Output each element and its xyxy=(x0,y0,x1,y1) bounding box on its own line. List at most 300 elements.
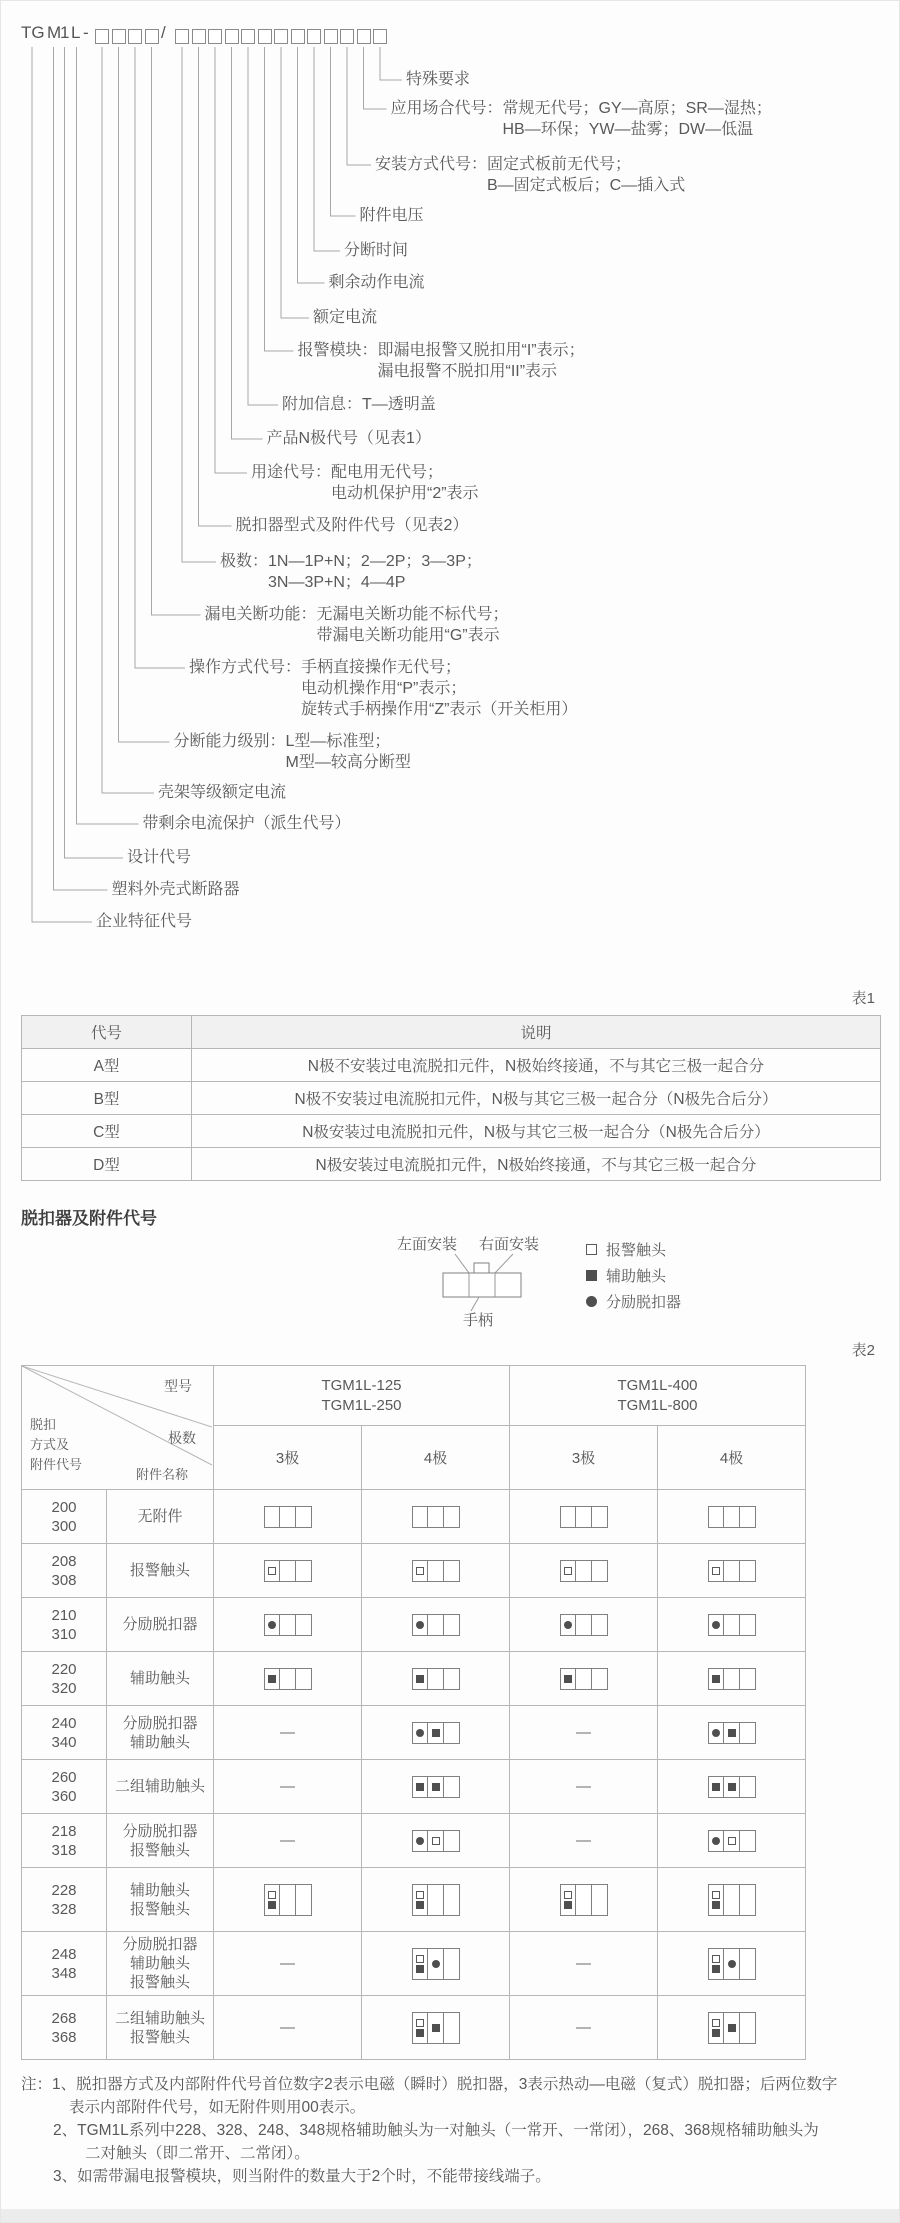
table2-row xyxy=(22,1490,806,1544)
shunt-glyph xyxy=(268,1621,276,1629)
accessory-name-cell xyxy=(107,1996,214,2060)
accessory-symbol xyxy=(412,1614,460,1636)
alarm-glyph xyxy=(416,1567,424,1575)
symbol-compartment xyxy=(709,1669,725,1689)
accessory-symbol xyxy=(412,1506,460,1528)
code-box xyxy=(291,29,305,44)
code-box xyxy=(373,29,387,44)
code-label-line: 漏电报警不脱扣用“II”表示 xyxy=(377,363,558,380)
accessory-name: 分励脱扣器 xyxy=(122,1616,198,1633)
shunt-glyph xyxy=(416,1621,424,1629)
accessory-cell xyxy=(214,1932,362,1996)
code-box xyxy=(225,29,239,44)
accessory-cell xyxy=(362,1544,510,1598)
symbol-compartment xyxy=(428,1777,444,1797)
accessory-cell xyxy=(362,1706,510,1760)
symbol-compartment xyxy=(724,1723,740,1743)
no-accessory-dash: — xyxy=(576,1955,591,1972)
aux-glyph xyxy=(416,2029,424,2037)
aux-glyph xyxy=(712,1783,720,1791)
handle-label: 手柄 xyxy=(463,1312,494,1329)
model-name: TGM1L-400 xyxy=(617,1376,698,1394)
shunt-glyph xyxy=(728,1960,736,1968)
accessory-name-cell xyxy=(107,1868,214,1932)
no-accessory-dash: — xyxy=(280,2019,295,2036)
symbol-compartment xyxy=(709,1561,725,1581)
code-label-line: 带漏电关断功能用“G”表示 xyxy=(316,627,500,644)
code-label-line: 安装方式代号：固定式板前无代号； xyxy=(375,156,632,173)
alarm-glyph xyxy=(432,1837,440,1845)
symbol-compartment xyxy=(413,1561,429,1581)
symbol-compartment xyxy=(740,1615,755,1635)
no-accessory-dash: — xyxy=(576,1724,591,1741)
accessory-symbol xyxy=(708,1884,756,1916)
accessory-name: 辅助触头 xyxy=(129,1670,190,1687)
accessory-symbol xyxy=(412,2012,460,2044)
code-label-6 xyxy=(313,307,377,328)
leader-line xyxy=(54,47,108,890)
leader-line xyxy=(380,47,402,80)
symbol-compartment xyxy=(740,1723,755,1743)
accessory-name: 二组辅助触头 xyxy=(114,2009,205,2027)
accessory-cell xyxy=(362,1868,510,1932)
accessory-cell xyxy=(362,1932,510,1996)
accessory-code: 218 xyxy=(51,1822,77,1840)
symbol-compartment xyxy=(413,2013,429,2043)
alarm-glyph xyxy=(586,1244,597,1255)
leader-line xyxy=(135,47,185,668)
code-label-line: 塑料外壳式断路器 xyxy=(111,881,240,898)
code-box xyxy=(324,29,338,44)
alarm-glyph xyxy=(564,1567,572,1575)
code-label-14 xyxy=(189,657,577,720)
alarm-glyph xyxy=(416,2019,424,2027)
pole-description: N极不安装过电流脱扣元件，N极与其它三极一起合分（N极先合后分） xyxy=(192,1082,881,1115)
accessory-code: 310 xyxy=(51,1625,77,1643)
n-pole-code-table xyxy=(21,1015,881,1181)
accessory-name: 辅助触头 xyxy=(129,1881,190,1899)
accessory-cell xyxy=(214,1760,362,1814)
aux-glyph xyxy=(432,1729,440,1737)
leader-line xyxy=(347,47,371,165)
aux-glyph xyxy=(432,1783,440,1791)
symbol-compartment xyxy=(428,1615,444,1635)
table1-header: 代号 xyxy=(22,1016,192,1049)
code-char: M xyxy=(47,23,62,42)
symbol-compartment xyxy=(592,1561,607,1581)
code-box xyxy=(258,29,272,44)
accessory-name-cell xyxy=(107,1490,214,1544)
symbol-compartment xyxy=(592,1615,607,1635)
accessory-name: 报警触头 xyxy=(129,1974,190,1991)
symbol-compartment xyxy=(280,1885,296,1915)
symbol-compartment xyxy=(444,1885,459,1915)
aux-glyph xyxy=(416,1901,424,1909)
symbol-compartment xyxy=(561,1507,577,1527)
table2-model-row xyxy=(22,1366,806,1426)
code-label-line: 漏电关断功能：无漏电关断功能不标代号； xyxy=(204,606,509,623)
model-header xyxy=(510,1366,806,1426)
accessory-symbol xyxy=(560,1668,608,1690)
symbol-compartment xyxy=(709,1831,725,1851)
symbol-compartment xyxy=(740,2013,755,2043)
accessory-symbol xyxy=(264,1614,312,1636)
symbol-compartment xyxy=(576,1507,592,1527)
accessory-cell xyxy=(510,1544,658,1598)
code-label-2 xyxy=(375,154,685,196)
accessory-cell xyxy=(510,1932,658,1996)
accessory-cell xyxy=(214,1814,362,1868)
code-label-line: 分断时间 xyxy=(344,242,409,259)
model-name: TGM1L-800 xyxy=(617,1396,698,1414)
accessory-name-cell xyxy=(107,1814,214,1868)
accessory-code: 360 xyxy=(51,1787,77,1805)
accessory-code: 208 xyxy=(51,1552,77,1570)
accessory-code-cell xyxy=(22,1490,107,1544)
code-box xyxy=(128,29,142,44)
accessory-name-cell xyxy=(107,1706,214,1760)
accessory-cell xyxy=(658,1932,806,1996)
code-box xyxy=(208,29,222,44)
accessory-symbol xyxy=(412,1560,460,1582)
symbol-compartment xyxy=(296,1669,311,1689)
pole-count-header: 3极 xyxy=(510,1426,658,1490)
accessory-code-cell xyxy=(22,1814,107,1868)
table2-row xyxy=(22,1706,806,1760)
accessory-code: 248 xyxy=(51,1945,77,1963)
accessory-cell xyxy=(510,1814,658,1868)
leader-line xyxy=(77,47,139,824)
code-label-15 xyxy=(174,731,411,773)
code-label-line: 极数：1N—1P+N；2—2P；3—3P； xyxy=(220,553,482,570)
accessory-cell xyxy=(362,1652,510,1706)
legend-item-shunt xyxy=(586,1291,681,1312)
table1-caption: 表1 xyxy=(851,990,875,1007)
accessory-code: 368 xyxy=(51,2028,77,2046)
footnote-line: 注：1、脱扣器方式及内部附件代号首位数字2表示电磁（瞬时）脱扣器，3表示热动—电磁（复式）脱扣器；后两位数字 xyxy=(21,2076,838,2093)
symbol-compartment xyxy=(444,1615,459,1635)
corner-label-poles: 极数 xyxy=(168,1430,196,1446)
symbol-compartment xyxy=(724,1561,740,1581)
table2-row xyxy=(22,1814,806,1868)
footnote-line: 表示内部附件代号，如无附件则用00表示。 xyxy=(69,2099,366,2116)
code-label-16 xyxy=(158,782,286,803)
symbol-compartment xyxy=(561,1885,577,1915)
no-accessory-dash: — xyxy=(576,1778,591,1795)
symbol-compartment xyxy=(724,1777,740,1797)
leader-line xyxy=(119,47,170,742)
left-mount-label: 左面安装 xyxy=(397,1236,458,1253)
accessory-code: 328 xyxy=(51,1900,77,1918)
symbol-compartment xyxy=(444,1507,459,1527)
aux-glyph xyxy=(416,1675,424,1683)
code-label-line: 企业特征代号 xyxy=(96,913,193,930)
accessory-symbol xyxy=(708,1948,756,1980)
code-label-20 xyxy=(96,911,192,932)
symbol-compartment xyxy=(428,1831,444,1851)
accessory-code: 318 xyxy=(51,1841,77,1859)
shunt-glyph xyxy=(416,1729,424,1737)
accessory-code-cell xyxy=(22,1868,107,1932)
symbol-compartment xyxy=(724,1507,740,1527)
symbol-compartment xyxy=(413,1507,429,1527)
alarm-glyph xyxy=(712,1891,720,1899)
accessory-cell xyxy=(214,1706,362,1760)
code-box xyxy=(274,29,288,44)
table1-row xyxy=(22,1148,881,1181)
accessory-cell xyxy=(510,1652,658,1706)
no-accessory-dash: — xyxy=(280,1955,295,1972)
pole-code: A型 xyxy=(22,1049,192,1082)
code-label-line: 分断能力级别：L型—标准型； xyxy=(173,733,391,750)
accessory-code: 240 xyxy=(51,1714,77,1732)
symbol-compartment xyxy=(265,1669,281,1689)
code-label-12 xyxy=(220,551,482,593)
code-box xyxy=(95,29,109,44)
code-box xyxy=(112,29,126,44)
accessory-symbol xyxy=(560,1506,608,1528)
aux-glyph xyxy=(268,1901,276,1909)
accessory-cell xyxy=(214,1598,362,1652)
symbol-compartment xyxy=(280,1561,296,1581)
symbol-compartment xyxy=(740,1669,755,1689)
shunt-glyph xyxy=(564,1621,572,1629)
symbol-compartment xyxy=(428,1669,444,1689)
accessory-cell xyxy=(658,1760,806,1814)
aux-glyph xyxy=(586,1270,597,1281)
symbol-compartment xyxy=(265,1885,281,1915)
symbol-compartment xyxy=(561,1615,577,1635)
shunt-glyph xyxy=(712,1621,720,1629)
alarm-glyph xyxy=(728,1837,736,1845)
symbol-compartment xyxy=(413,1723,429,1743)
no-accessory-dash: — xyxy=(280,1724,295,1741)
accessory-code-cell xyxy=(22,1544,107,1598)
accessory-cell xyxy=(658,1868,806,1932)
accessory-name-cell xyxy=(107,1760,214,1814)
symbol-compartment xyxy=(444,2013,459,2043)
accessory-symbol xyxy=(560,1614,608,1636)
symbol-compartment xyxy=(724,1669,740,1689)
aux-glyph xyxy=(416,1783,424,1791)
accessory-cell xyxy=(510,1996,658,2060)
code-box xyxy=(241,29,255,44)
accessory-code: 260 xyxy=(51,1768,77,1786)
symbol-compartment xyxy=(280,1507,296,1527)
code-label-line: 电动机操作用“P”表示； xyxy=(301,680,467,697)
table2-caption: 表2 xyxy=(851,1342,875,1359)
accessory-symbol xyxy=(264,1560,312,1582)
symbol-compartment xyxy=(724,1949,740,1979)
accessory-code: 308 xyxy=(51,1571,77,1589)
code-label-line: 电动机保护用“2”表示 xyxy=(331,485,479,502)
accessory-cell xyxy=(510,1598,658,1652)
symbol-compartment xyxy=(740,1949,755,1979)
symbol-compartment xyxy=(413,1885,429,1915)
accessory-code: 320 xyxy=(51,1679,77,1697)
pole-count-header: 3极 xyxy=(214,1426,362,1490)
table1-header-row xyxy=(22,1016,881,1049)
leader-line xyxy=(102,47,154,793)
symbol-compartment xyxy=(428,1507,444,1527)
alarm-glyph xyxy=(564,1891,572,1899)
pole-code: D型 xyxy=(22,1148,192,1181)
symbol-compartment xyxy=(413,1777,429,1797)
accessory-symbol xyxy=(708,1722,756,1744)
leader-line xyxy=(364,47,387,109)
accessory-cell xyxy=(214,1490,362,1544)
code-label-line: 用途代号：配电用无代号； xyxy=(251,464,444,481)
symbol-compartment xyxy=(280,1669,296,1689)
accessory-cell xyxy=(658,1814,806,1868)
aux-glyph xyxy=(728,1729,736,1737)
accessory-name: 分励脱扣器 xyxy=(122,1936,198,1953)
alarm-glyph xyxy=(712,1955,720,1963)
code-label-line: 产品N极代号（见表1） xyxy=(266,430,431,447)
accessory-cell xyxy=(658,1996,806,2060)
accessory-name: 分励脱扣器 xyxy=(122,1822,198,1840)
symbol-compartment xyxy=(709,1723,725,1743)
symbol-compartment xyxy=(444,1723,459,1743)
symbol-compartment xyxy=(724,2013,740,2043)
code-label-9 xyxy=(267,428,431,449)
footnote-line: 二对触头（即二常开、二常闭）。 xyxy=(85,2145,310,2162)
code-label-line: 带剩余电流保护（派生代号） xyxy=(142,815,351,832)
code-label-line: 附件电压 xyxy=(359,207,424,224)
accessory-cell xyxy=(510,1706,658,1760)
code-label-line: M型—较高分断型 xyxy=(285,754,411,771)
leader-line xyxy=(331,47,356,216)
symbol-compartment xyxy=(576,1615,592,1635)
code-box xyxy=(307,29,321,44)
corner-label-model: 型号 xyxy=(164,1378,192,1394)
accessory-symbol xyxy=(708,1506,756,1528)
code-separator: / xyxy=(161,23,166,42)
symbol-compartment xyxy=(413,1669,429,1689)
corner-label-trip-code: 脱扣 xyxy=(30,1417,57,1432)
alarm-glyph xyxy=(268,1567,276,1575)
accessory-code-cell xyxy=(22,1598,107,1652)
symbol-compartment xyxy=(296,1885,311,1915)
accessory-symbol xyxy=(708,1776,756,1798)
table2-row xyxy=(22,1760,806,1814)
legend-item-alarm xyxy=(586,1239,666,1260)
accessory-code: 268 xyxy=(51,2009,77,2027)
symbol-compartment xyxy=(561,1561,577,1581)
accessory-cell xyxy=(658,1706,806,1760)
aux-glyph xyxy=(432,2024,440,2032)
trip-accessory-code-table xyxy=(21,1365,806,2060)
accessory-name: 分励脱扣器 xyxy=(122,1714,198,1732)
section-title-accessory-codes: 脱扣器及附件代号 xyxy=(21,1209,157,1228)
code-char: L xyxy=(71,23,81,42)
symbol-compartment xyxy=(428,1723,444,1743)
leader-line xyxy=(314,47,340,251)
code-label-8 xyxy=(282,394,436,415)
code-label-line: 脱扣器型式及附件代号（见表2） xyxy=(235,517,469,534)
symbol-compartment xyxy=(592,1507,607,1527)
corner-label-trip-code: 附件代号 xyxy=(30,1457,83,1472)
aux-glyph xyxy=(712,2029,720,2037)
code-label-5 xyxy=(329,272,425,293)
table2-row xyxy=(22,1932,806,1996)
accessory-code-cell xyxy=(22,1996,107,2060)
no-accessory-dash: — xyxy=(280,1778,295,1795)
code-label-0 xyxy=(406,69,470,90)
accessory-name: 二组辅助触头 xyxy=(114,1778,205,1795)
symbol-compartment xyxy=(428,1561,444,1581)
accessory-symbol xyxy=(264,1884,312,1916)
corner-label-trip-code: 方式及 xyxy=(30,1437,70,1452)
page-bottom-strip xyxy=(1,2209,899,2222)
right-mount-label: 右面安装 xyxy=(479,1236,540,1253)
model-header xyxy=(214,1366,510,1426)
shunt-glyph xyxy=(416,1837,424,1845)
legend-label: 分励脱扣器 xyxy=(606,1294,682,1311)
code-label-3 xyxy=(360,205,424,226)
accessory-name-cell xyxy=(107,1932,214,1996)
accessory-code-cell xyxy=(22,1932,107,1996)
code-label-1 xyxy=(391,98,772,140)
code-label-17 xyxy=(143,813,351,834)
accessory-name: 报警触头 xyxy=(129,1841,190,1859)
code-label-line: 报警模块：即漏电报警又脱扣用“I”表示； xyxy=(297,342,585,359)
accessory-cell xyxy=(362,1598,510,1652)
symbol-compartment xyxy=(740,1777,755,1797)
symbol-compartment xyxy=(428,1885,444,1915)
symbol-compartment xyxy=(444,1949,459,1979)
code-char: 1 xyxy=(60,23,70,42)
accessory-code: 348 xyxy=(51,1964,77,1982)
symbol-compartment xyxy=(724,1885,740,1915)
symbol-compartment xyxy=(709,1777,725,1797)
accessory-symbol xyxy=(708,1668,756,1690)
leader-line xyxy=(232,47,263,439)
aux-glyph xyxy=(564,1675,572,1683)
accessory-code: 300 xyxy=(51,1517,77,1535)
shunt-glyph xyxy=(712,1837,720,1845)
symbol-compartment xyxy=(576,1669,592,1689)
aux-glyph xyxy=(728,1783,736,1791)
accessory-cell xyxy=(658,1490,806,1544)
accessory-code: 200 xyxy=(51,1498,77,1516)
symbol-compartment xyxy=(413,1949,429,1979)
pole-count-header: 4极 xyxy=(658,1426,806,1490)
alarm-glyph xyxy=(712,1567,720,1575)
model-code-diagram xyxy=(1,1,900,961)
shunt-glyph xyxy=(586,1296,597,1307)
symbol-compartment xyxy=(444,1777,459,1797)
symbol-compartment xyxy=(592,1885,607,1915)
symbol-compartment xyxy=(724,1831,740,1851)
aux-glyph xyxy=(712,1901,720,1909)
code-box xyxy=(192,29,206,44)
legend-label: 辅助触头 xyxy=(606,1268,667,1285)
code-label-4 xyxy=(344,240,408,261)
accessory-symbol xyxy=(412,1776,460,1798)
accessory-symbol xyxy=(708,2012,756,2044)
leader-line xyxy=(298,47,325,283)
legend-item-aux xyxy=(586,1265,666,1286)
accessory-cell xyxy=(658,1598,806,1652)
accessory-name: 辅助触头 xyxy=(129,1955,190,1972)
symbol-compartment xyxy=(576,1885,592,1915)
model-name: TGM1L-250 xyxy=(321,1396,402,1414)
pole-count-header: 4极 xyxy=(362,1426,510,1490)
symbol-compartment xyxy=(709,2013,725,2043)
table1-row xyxy=(22,1049,881,1082)
code-label-line: 附加信息：T—透明盖 xyxy=(282,396,436,413)
